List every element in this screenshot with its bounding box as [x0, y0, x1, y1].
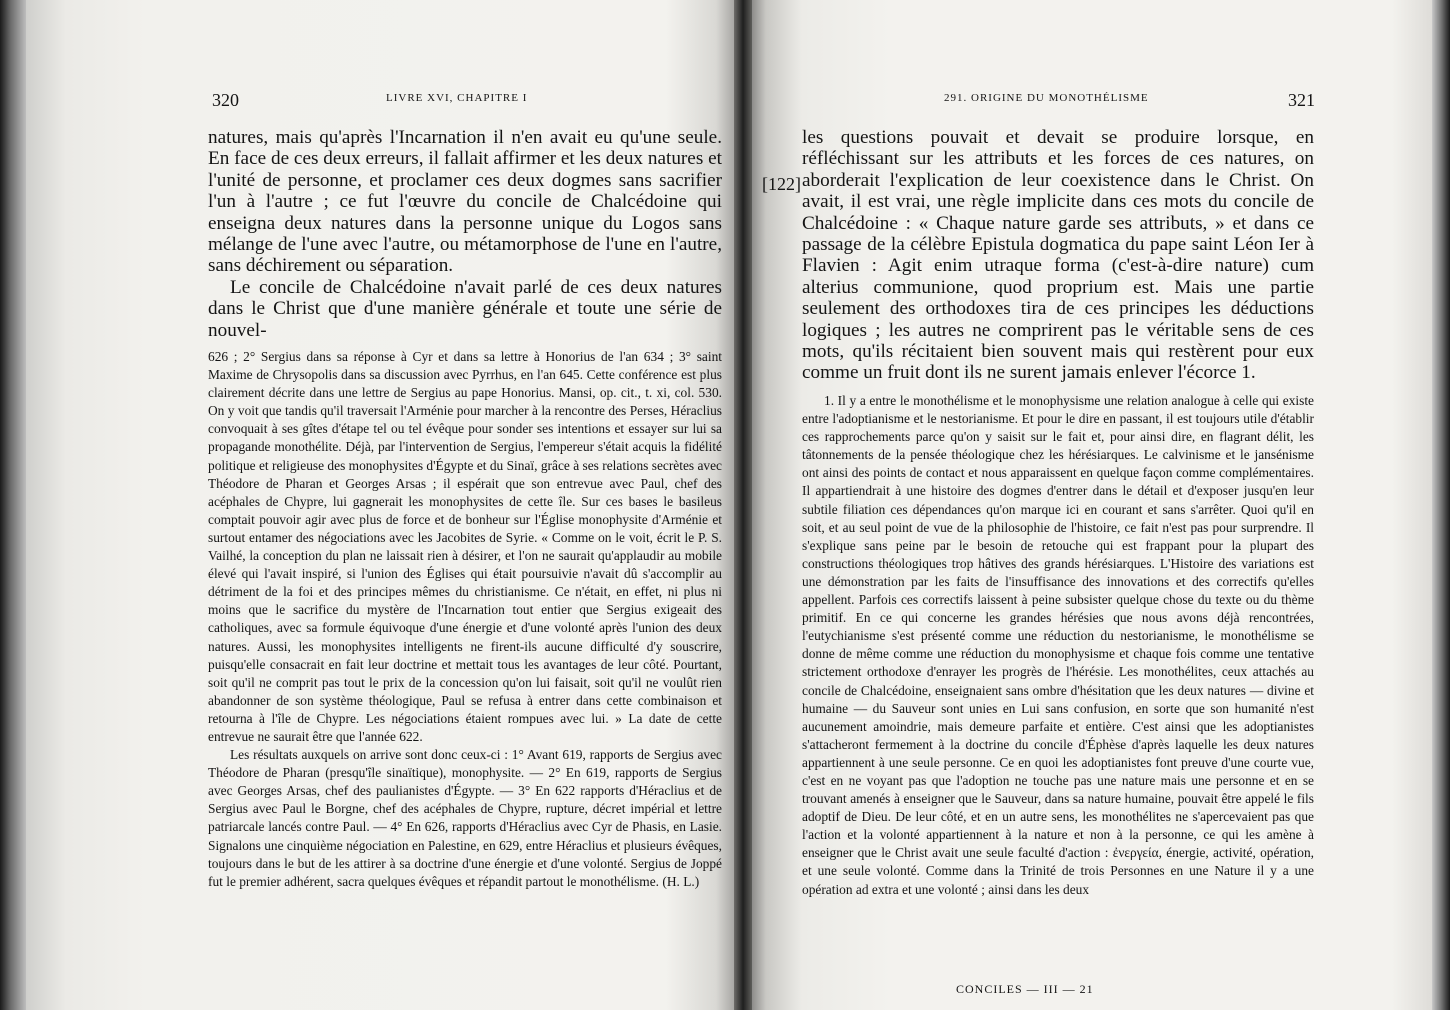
book-gutter	[734, 0, 752, 1010]
page-number: 320	[212, 90, 239, 110]
paragraph: les questions pouvait et devait se produire lorsque, en réfléchissant sur les attributs et les forces de ces natures, on aborderait l'explication de leur coexistence dans le Christ. On avait, il est vrai, une règle implicite dans ces mots du concile de Chalcédoine : « Chaque nature garde ses attributs, » et dans ce passage de la célèbre Epistula dogmatica du pape saint Léon Ier à Flavien : Agit enim utraque forma (c'est-à-dire nature) cum alterius communione, quod proprium est. Mais une partie seulement des orthodoxes tira de ces principes les déductions logiques ; les autres ne comprirent pas le véritable sens de ces mots, qu'ils récitaient bien souvent mais qui restèrent pour eux comme un fruit dont ils ne surent jamais enlever l'écorce 1.	[802, 127, 1314, 384]
main-text	[802, 127, 1314, 384]
footnote: 1. Il y a entre le monothélisme et le monophysisme une relation analogue à celle qui existe entre l'adoptianisme et le nestorianisme. Et pour le dire en passant, il est toujours utile d'établir ces rapprochements parce qu'on y saisit sur le fait et, pour ainsi dire, en flagrant délit, les tâtonnements de la pensée théologique chez les hérésiarques. Le calvinisme et le jansénisme ont ainsi des points de contact et nous apparaissent en quelque façon comme complémentaires. Il appartiendrait à une histoire des dogmes d'entrer dans le détail et d'exposer jusqu'en leur subtile filiation ces dépendances qu'on marque ici en courant et sans s'arrêter. Quoi qu'il en soit, et au seul point de vue de la philosophie de l'histoire, ce fait n'est pas pour surprendre. Il s'explique sans peine par le besoin de retouche qui est frappant pour la plupart des constructions théologiques trop hâtives des grands hérésiarques. L'Histoire des variations est une démonstration par les faits de l'insuffisance des innovations et des correctifs qu'elles appellent. Parfois ces correctifs laissent à peine subsister quelque chose du texte ou du thème primitif. En ce qui concerne les grandes hérésies que nous avons déjà rencontrées, l'eutychianisme s'est présenté comme une réduction du nestorianisme, le monothélisme se donne de même comme une réduction du monophysisme et chaque fois comme une tentative strictement orthodoxe d'enrayer les progrès de l'hérésie. Les monothélites, ceux attachés au concile de Chalcédoine, enseignaient sans ombre d'hésitation que les deux natures — divine et humaine — du Sauveur sont unies en Lui sans confusion, en sorte que son humanité n'est aucunement amoindrie, mais demeure parfaite et entière. C'est ainsi que les adoptianistes s'attacheront fermement à la doctrine du concile d'Éphèse d'après laquelle les deux natures appartiennent à une seule personne. Ce en quoi les adoptianistes font preuve d'une courte vue, c'est en ne voyant pas que l'adoption ne touche pas une nature mais une personne et en se trouvant amenés à enseigner que le Sauveur, dans sa nature humaine, pouvait être appelé le fils adoptif de Dieu. De leur côté, et en un autre sens, les monothélites ne s'apercevaient pas que l'action et la volonté appartiennent à la nature et non à la personne, ce qui les amène à enseigner que le Christ avait une seule faculté d'action : ἐνεργεία, énergie, activité, opération, et une seule volonté. Comme dans la Trinité de trois Personnes en une Nature il y a une opération ad extra et une volonté ; ainsi dans les deux	[802, 393, 1314, 897]
margin-reference: [122]	[762, 174, 801, 194]
footnote-continued: 626 ; 2° Sergius dans sa réponse à Cyr et dans sa lettre à Honorius de l'an 634 ; 3° saint Maxime de Chrysopolis dans sa discussion avec Pyrrhus, en l'an 645. Cette conférence est plus clairement décrite dans une lettre de Sergius au pape Honorius. Mansi, op. cit., t. xi, col. 530. On y voit que tandis qu'il traversait l'Arménie pour marcher à la rencontre des Perses, Héraclius convoquait à ses gîtes d'étape tel ou tel évêque pour sonder ses intentions et essayer sur lui sa propagande monothélite. Déjà, par l'intervention de Sergius, l'empereur s'était acquis la fidélité politique et religieuse des monophysites d'Égypte et du Sinaï, grâce à ses relations secrètes avec Théodore de Pharan et Georges Arsas ; il espérait que son entrevue avec Paul, chef des acéphales de Chypre, lui gagnerait les monophysites de cette île. Sur ces bases le basileus comptait pouvoir agir avec plus de force et de bonheur sur l'Église monophysite d'Arménie et surtout entamer des négociations avec les Jacobites de Syrie. « Comme on le voit, écrit le P. S. Vailhé, la conception du plan ne laissait rien à désirer, et l'on ne saurait qu'applaudir au mobile élevé qui l'avait inspiré, si l'union des Églises qui était poursuivie n'avait dû s'accomplir au détriment de la foi et des principes mêmes du christianisme. Ce n'était, en effet, ni plus ni moins que le sacrifice du mystère de l'Incarnation tout entier que Sergius exigeait des catholiques, avec sa formule équivoque d'une énergie et d'une volonté après l'union des deux natures. Aussi, les monophysites intelligents ne firent-ils aucune difficulté d'y souscrire, puisqu'elle consacrait en fait leur doctrine et mettait tous les avantages de leur côté. Pourtant, soit qu'il ne comprit pas tout le prix de la concession qu'on lui faisait, soit qu'il ne voulût rien abandonner de son système théologique, Paul se refusa à entrer dans cette combinaison et retourna à l'île de Chypre. Les négociations étaient rompues avec lui. » La date de cette entrevue ne saurait être que l'année 622.	[208, 349, 722, 744]
main-text	[208, 127, 722, 341]
scan-edge-left	[0, 0, 26, 1010]
signature-mark: CONCILES — III — 21	[956, 982, 1094, 996]
right-page	[752, 0, 1432, 1010]
scan-edge-right	[1432, 0, 1450, 1010]
footnote-summary: Les résultats auxquels on arrive sont donc ceux-ci : 1° Avant 619, rapports de Sergius avec Théodore de Pharan (presqu'île sinaïtique), monophysite. — 2° En 619, rapports de Sergius avec Georges Arsas, chef des paulianistes d'Égypte. — 3° En 622 rapports d'Héraclius et de Sergius avec Paul le Borgne, chef des acéphales de Chypre, rupture, décret impérial et lettre patriarcale lancés contre Paul. — 4° En 626, rapports d'Héraclius avec Cyr de Phasis, en Lasie. Signalons une cinquième négociation en Palestine, en 629, entre Héraclius et plusieurs évêques, toujours dans le but de les attirer à sa doctrine d'une énergie et d'une volonté. Sergius de Joppé fut le premier adhérent, sacra quelques évêques et répandit partout le monothélisme. (H. L.)	[208, 747, 722, 889]
left-page	[26, 0, 734, 1010]
running-head: 291. ORIGINE DU MONOTHÉLISME	[944, 92, 1149, 104]
running-head: LIVRE XVI, CHAPITRE I	[386, 92, 528, 104]
page-number: 321	[1288, 90, 1315, 110]
paragraph: natures, mais qu'après l'Incarnation il n'en avait eu qu'une seule. En face de ces deux erreurs, il fallait affirmer et les deux natures et l'unité de personne, et proclamer ces deux dogmes sans sacrifier l'un à l'autre ; ce fut l'œuvre du concile de Chalcédoine qui enseigna deux natures dans la personne unique du Logos sans mélange de l'une avec l'autre, ou métamorphose de l'une en l'autre, sans déchirement ou séparation.	[208, 127, 722, 277]
footnote-area	[208, 348, 722, 891]
paragraph: Le concile de Chalcédoine n'avait parlé de ces deux natures dans le Christ que d'une manière générale et toute une série de nouvel-	[208, 276, 722, 341]
footnote-area	[802, 392, 1314, 899]
